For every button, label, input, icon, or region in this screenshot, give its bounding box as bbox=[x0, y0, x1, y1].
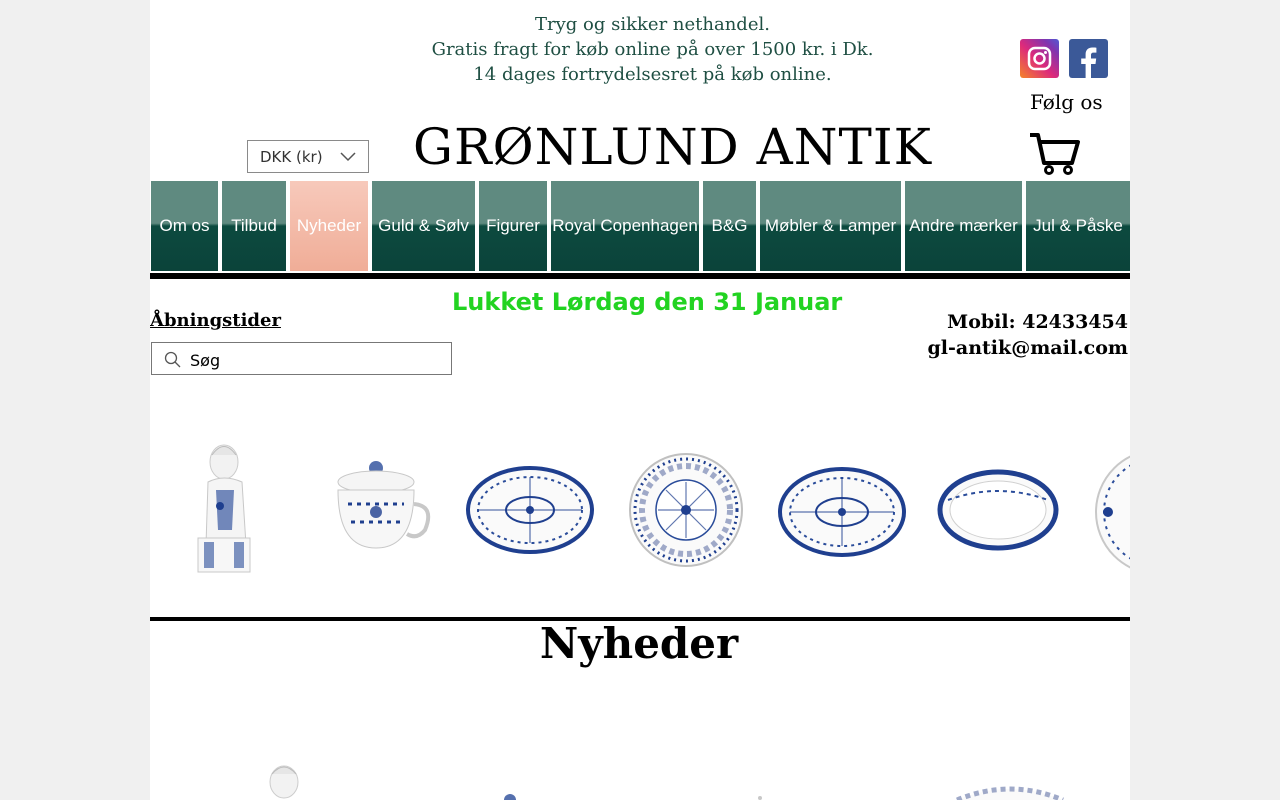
product-card-sugar-bowl[interactable] bbox=[495, 760, 525, 800]
gallery-item-figurine[interactable] bbox=[150, 430, 300, 580]
nav-item-mobler-lamper[interactable]: Møbler & Lamper bbox=[760, 181, 901, 271]
product-card-dish[interactable] bbox=[750, 760, 770, 800]
nav-divider bbox=[150, 273, 1130, 279]
main-nav bbox=[150, 181, 1130, 271]
nav-item-tilbud[interactable]: Tilbud bbox=[222, 181, 286, 271]
chevron-down-icon bbox=[340, 152, 356, 162]
closed-notice: Lukket Lørdag den 31 Januar bbox=[452, 288, 843, 316]
gallery-item-plate[interactable] bbox=[1094, 430, 1130, 580]
instagram-icon[interactable] bbox=[1020, 39, 1059, 78]
nav-item-bg[interactable]: B&G bbox=[703, 181, 756, 271]
promo-line-3: 14 dages fortrydelsesret på køb online. bbox=[473, 64, 832, 85]
gallery-item-oval-platter[interactable] bbox=[934, 430, 1084, 580]
nav-item-andre-maerker[interactable]: Andre mærker bbox=[905, 181, 1022, 271]
gallery-item-pierced-bowl[interactable] bbox=[618, 430, 768, 580]
facebook-icon[interactable] bbox=[1069, 39, 1108, 78]
nav-item-jul-paske[interactable]: Jul & Påske bbox=[1026, 181, 1130, 271]
nav-item-figurer[interactable]: Figurer bbox=[479, 181, 547, 271]
nav-item-om-os[interactable]: Om os bbox=[151, 181, 218, 271]
gallery-item-oval-dish[interactable] bbox=[462, 430, 612, 580]
promo-line-1: Tryg og sikker nethandel. bbox=[535, 14, 770, 35]
product-card-figurine[interactable] bbox=[260, 760, 320, 800]
opening-hours-link[interactable]: Åbningstider bbox=[150, 310, 281, 331]
promo-line-2: Gratis fragt for køb online på over 1500 kr. i Dk. bbox=[431, 39, 874, 60]
search-box[interactable] bbox=[151, 342, 452, 375]
section-title: Nyheder bbox=[539, 619, 739, 668]
nav-item-royal-copenhagen[interactable]: Royal Copenhagen bbox=[551, 181, 699, 271]
promo-text bbox=[150, 12, 1130, 87]
product-card-pierced-bowl[interactable] bbox=[955, 760, 1065, 800]
search-input[interactable] bbox=[190, 349, 440, 371]
gallery-item-sugar-bowl[interactable] bbox=[303, 430, 453, 580]
nav-item-nyheder[interactable]: Nyheder bbox=[290, 181, 368, 271]
currency-value: DKK (kr) bbox=[260, 148, 323, 166]
site-title[interactable]: GRØNLUND ANTIK bbox=[413, 118, 932, 176]
search-icon bbox=[164, 351, 182, 369]
email-link[interactable]: gl-antik@mail.com bbox=[927, 337, 1128, 359]
cart-icon[interactable] bbox=[1028, 130, 1082, 178]
phone-number: Mobil: 42433454 bbox=[947, 311, 1128, 333]
gallery-item-oval-dish-2[interactable] bbox=[774, 430, 924, 580]
page bbox=[150, 0, 1130, 800]
currency-select[interactable] bbox=[247, 140, 369, 173]
follow-us-label: Følg os bbox=[1030, 90, 1103, 114]
product-gallery bbox=[150, 430, 1130, 590]
nav-item-guld-solv[interactable]: Guld & Sølv bbox=[372, 181, 475, 271]
